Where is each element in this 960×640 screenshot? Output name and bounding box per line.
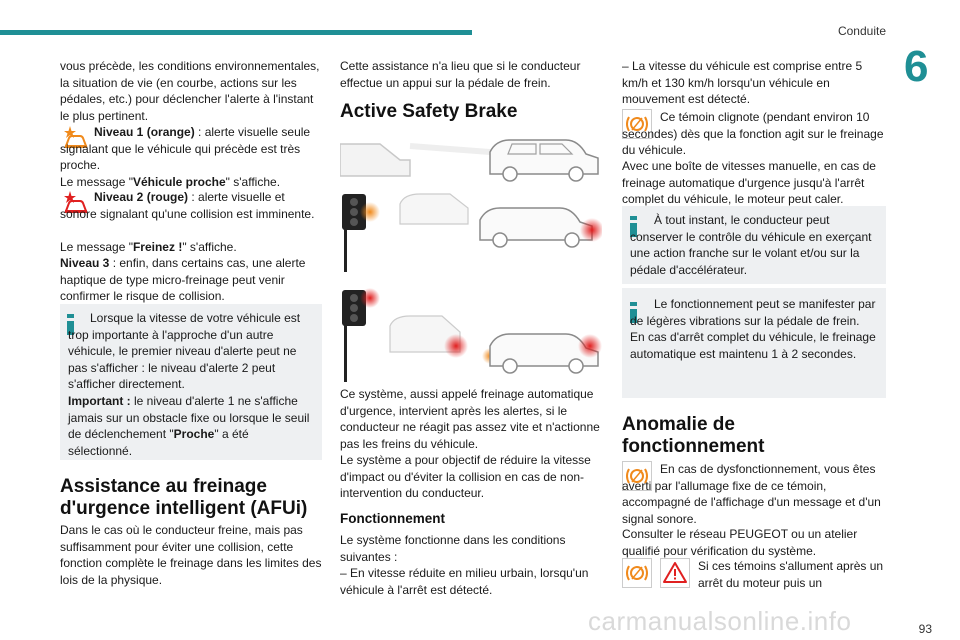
illustration-car-following	[340, 136, 602, 182]
note-stop-body: En cas d'arrêt complet du véhicule, le freinage automatique est maintenu 1 à 2 secondes.	[630, 330, 876, 361]
chapter-number: 6	[904, 42, 929, 91]
fonctionnement-text-2: – En vitesse réduite en milieu urbain, lorsqu'un véhicule à l'arrêt est détecté.	[340, 566, 589, 597]
message-1-suffix: " s'affiche.	[225, 175, 281, 189]
asb-heading: Active Safety Brake	[340, 101, 518, 122]
afu-heading: Assistance au freinage d'urgence intelligent (AFUi)	[60, 476, 308, 519]
note-important-label: Important :	[68, 393, 131, 408]
blink-paragraph	[622, 109, 886, 159]
note-speed-text	[68, 310, 314, 459]
header-accent-bar	[0, 30, 472, 35]
note-end-text: " a été sélectionné.	[68, 427, 249, 458]
level1-paragraph	[60, 124, 322, 174]
blink-text: Ce témoin clignote (pendant environ 10 secondes) dès que la fonction agit sur le freinage du véhicule.	[622, 110, 884, 158]
level2-label: Niveau 2 (rouge)	[94, 190, 189, 204]
message-2-prefix: Le message "	[60, 240, 133, 254]
level3-paragraph	[60, 255, 322, 305]
level3-label: Niveau 3	[60, 256, 110, 270]
asb-description-2: Le système a pour objectif de réduire la vitesse d'impact ou d'éviter la collision en cas de non-intervention du conducteur.	[340, 453, 591, 501]
message-2-bold: Freinez !	[132, 240, 183, 254]
level2-text: : alerte visuelle et sonore signalant qu'une collision est imminente.	[60, 190, 315, 221]
section-title: Conduite	[837, 24, 886, 38]
level2-paragraph	[60, 189, 322, 222]
info-note-control	[622, 206, 886, 284]
col2-top-text: Cette assistance n'a lieu que si le conducteur effectue un appui sur la pédale de frein.	[340, 59, 581, 90]
page-number: 93	[918, 622, 932, 636]
asb-description-1: Ce système, aussi appelé freinage automatique d'urgence, intervient après les alertes, si le conducteur ne réagit pas assez vite et n'actionne pas les freins du véhicule.	[340, 387, 600, 451]
level1-text: : alerte visuelle seule signalant que le véhicule qui précède est très proche.	[60, 125, 311, 173]
info-note-vibrations	[622, 288, 886, 398]
note-proche-bold: Proche	[173, 427, 215, 442]
anomalie-text-3: Si ces témoins s'allument après un arrêt du moteur puis un	[698, 559, 884, 590]
note-vibrations-text	[630, 296, 880, 362]
col1-intro: vous précède, les conditions environnementales, la situation de vie (en courbe, actions sur les pédales, etc.) pour déclencher l'alerte à l'instant le plus pertinent.	[60, 59, 320, 123]
warning-triangle-icon	[660, 558, 690, 588]
info-note-speed	[60, 304, 322, 460]
note-control-body: À tout instant, le conducteur peut conserver le contrôle du véhicule en exerçant une action franche sur le volant et/ou sur la pédale d'accélérateur.	[630, 213, 872, 277]
message-2-suffix: " s'affiche.	[182, 240, 237, 254]
brake-warning-lamp-icon	[622, 558, 652, 588]
anomalie-paragraph	[622, 461, 886, 527]
fonctionnement-heading: Fonctionnement	[340, 511, 445, 526]
anomalie-heading: Anomalie de fonctionnement	[622, 414, 765, 457]
anomalie-text-2: Consulter le réseau PEUGEOT ou un atelier qualifié pour vérification du système.	[622, 527, 858, 558]
message-2	[60, 239, 322, 256]
message-1-bold: Véhicule proche	[132, 175, 226, 189]
speed-condition: – La vitesse du véhicule est comprise entre 5 km/h et 130 km/h lorsqu'un véhicule en mouvement est détecté.	[622, 59, 863, 107]
level1-label: Niveau 1 (orange)	[94, 125, 195, 139]
afu-text: Dans le cas où le conducteur freine, mais pas suffisamment pour éviter une collision, cette fonction complète le freinage dans les limites des lois de la physique.	[60, 523, 322, 587]
manual-gearbox-text: Avec une boîte de vitesses manuelle, en cas de freinage automatique d'urgence jusqu'à l'arrêt complet du véhicule, le moteur peut caler.	[622, 159, 876, 207]
level3-text: : enfin, dans certains cas, une alerte haptique de type micro-freinage peut venir confirmer le risque de collision.	[60, 256, 306, 304]
message-1-prefix: Le message "	[60, 175, 133, 189]
illustration-traffic-light-red	[340, 286, 602, 382]
note-vibrations-body: Le fonctionnement peut se manifester par de légères vibrations sur la pédale de frein.	[630, 297, 876, 328]
watermark: carmanualsonline.info	[588, 606, 852, 636]
note-important-text: le niveau d'alerte 1 ne s'affiche jamais sur un obstacle fixe ou lorsque le seuil de déclenchement "	[68, 393, 310, 442]
fonctionnement-text-1: Le système fonctionne dans les conditions suivantes :	[340, 533, 566, 564]
anomalie-text-1: En cas de dysfonctionnement, vous êtes averti par l'allumage fixe de ce témoin, accompagné de l'affichage d'un message et d'un signal sonore.	[622, 462, 881, 526]
illustration-traffic-light-orange	[340, 190, 602, 272]
note-speed-body: Lorsque la vitesse de votre véhicule est trop importante à l'approche d'un autre véhicule, le premier niveau d'alerte peut ne pas s'afficher : le niveau d'alerte 2 peut s'afficher directement.	[68, 311, 301, 392]
note-control-text	[630, 212, 880, 278]
